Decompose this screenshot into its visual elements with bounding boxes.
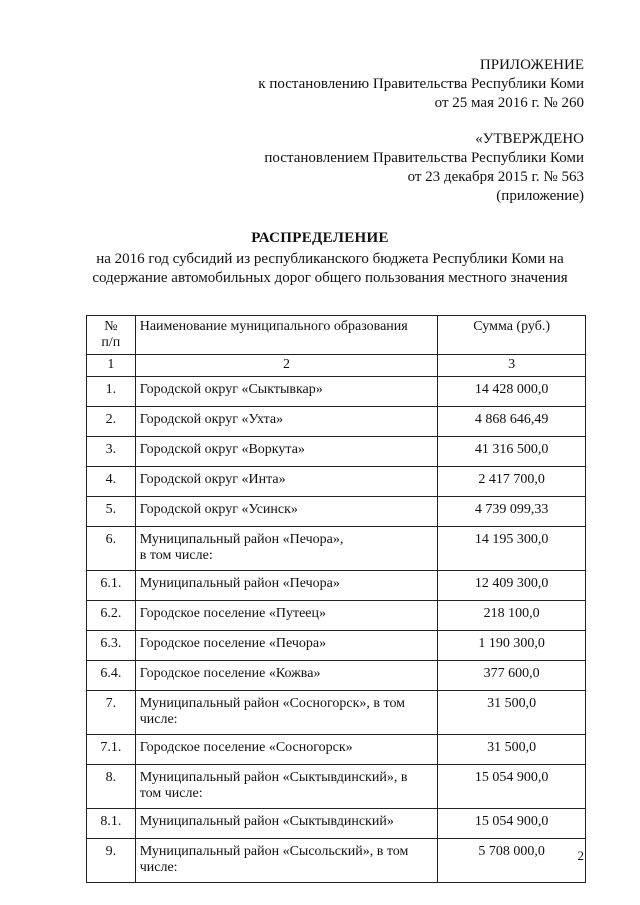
table-row <box>87 497 586 527</box>
row-number: 7. <box>87 691 136 735</box>
header-sum: Сумма (руб.) <box>438 316 586 355</box>
column-number-row <box>87 355 586 377</box>
approved-header <box>264 130 584 206</box>
row-name-line-2: том числе: <box>139 786 203 801</box>
row-sum: 15 054 900,0 <box>438 809 586 839</box>
row-sum: 15 054 900,0 <box>438 765 586 809</box>
row-sum: 2 417 700,0 <box>438 467 586 497</box>
header-number-line-1: № <box>104 319 118 334</box>
row-sum: 377 600,0 <box>438 661 586 691</box>
distribution-table <box>86 315 586 883</box>
row-name-line-1: Муниципальный район «Печора», <box>139 532 344 547</box>
table-row <box>87 377 586 407</box>
table-row <box>87 467 586 497</box>
row-name: Городское поселение «Сосногорск» <box>135 735 438 765</box>
table-row <box>87 437 586 467</box>
table-row <box>87 527 586 571</box>
row-number: 6.4. <box>87 661 136 691</box>
appendix-label: ПРИЛОЖЕНИЕ <box>479 57 584 73</box>
table-header-row <box>87 316 586 355</box>
table-row <box>87 601 586 631</box>
row-name: Городское поселение «Путеец» <box>135 601 438 631</box>
row-name-line-1: Муниципальный район «Сысольский», в том <box>139 844 409 859</box>
row-sum: 1 190 300,0 <box>438 631 586 661</box>
table-row <box>87 661 586 691</box>
row-number: 7.1. <box>87 735 136 765</box>
row-sum: 41 316 500,0 <box>438 437 586 467</box>
subtitle-line-1: на 2016 год субсидий из республиканского бюджета Республики Коми на <box>96 251 564 267</box>
row-sum: 14 195 300,0 <box>438 527 586 571</box>
row-name-line-2: в том числе: <box>139 548 213 563</box>
table-row <box>87 571 586 601</box>
row-number: 4. <box>87 467 136 497</box>
table-row <box>87 765 586 809</box>
row-name-line-2: числе: <box>139 860 178 875</box>
row-name-line-1: Муниципальный район «Сосногорск», в том <box>139 696 406 711</box>
row-number: 6.2. <box>87 601 136 631</box>
row-number: 6.1. <box>87 571 136 601</box>
row-number: 1. <box>87 377 136 407</box>
row-name-line-2: числе: <box>139 712 178 727</box>
row-number: 8.1. <box>87 809 136 839</box>
column-number-2: 2 <box>135 355 438 377</box>
approved-appendix-note: (приложение) <box>496 188 584 204</box>
table-row <box>87 809 586 839</box>
row-name: Городской округ «Сыктывкар» <box>135 377 438 407</box>
row-name <box>135 839 438 883</box>
row-sum: 5 708 000,0 <box>438 839 586 883</box>
column-number-1: 1 <box>87 355 136 377</box>
appendix-resolution-date: от 25 мая 2016 г. № 260 <box>434 95 584 111</box>
row-name: Городское поселение «Кожва» <box>135 661 438 691</box>
row-sum: 31 500,0 <box>438 735 586 765</box>
row-sum: 4 868 646,49 <box>438 407 586 437</box>
appendix-resolution-ref: к постановлению Правительства Республики Коми <box>258 76 584 92</box>
header-number <box>87 316 136 355</box>
appendix-header <box>258 56 584 113</box>
row-sum: 218 100,0 <box>438 601 586 631</box>
row-name <box>135 527 438 571</box>
row-sum: 31 500,0 <box>438 691 586 735</box>
row-number: 6.3. <box>87 631 136 661</box>
row-sum: 4 739 099,33 <box>438 497 586 527</box>
row-name: Городской округ «Воркута» <box>135 437 438 467</box>
row-number: 8. <box>87 765 136 809</box>
table-row <box>87 407 586 437</box>
row-number: 3. <box>87 437 136 467</box>
row-name: Муниципальный район «Сыктывдинский» <box>135 809 438 839</box>
row-name: Городской округ «Усинск» <box>135 497 438 527</box>
row-name <box>135 691 438 735</box>
row-name: Городской округ «Инта» <box>135 467 438 497</box>
row-number: 5. <box>87 497 136 527</box>
row-number: 6. <box>87 527 136 571</box>
column-number-3: 3 <box>438 355 586 377</box>
row-sum: 12 409 300,0 <box>438 571 586 601</box>
row-name: Муниципальный район «Печора» <box>135 571 438 601</box>
approved-resolution-ref: постановлением Правительства Республики Коми <box>264 150 584 166</box>
table-row <box>87 839 586 883</box>
header-number-line-2: п/п <box>101 335 121 350</box>
document-title: РАСПРЕДЕЛЕНИЕ <box>251 230 389 246</box>
row-number: 9. <box>87 839 136 883</box>
table-row <box>87 735 586 765</box>
row-name: Городской округ «Ухта» <box>135 407 438 437</box>
header-name: Наименование муниципального образования <box>135 316 438 355</box>
row-number: 2. <box>87 407 136 437</box>
page-number: 2 <box>577 848 584 863</box>
subtitle-line-2: содержание автомобильных дорог общего пользования местного значения <box>92 270 568 286</box>
row-sum: 14 428 000,0 <box>438 377 586 407</box>
row-name: Городское поселение «Печора» <box>135 631 438 661</box>
approved-resolution-date: от 23 декабря 2015 г. № 563 <box>407 169 584 185</box>
row-name <box>135 765 438 809</box>
row-name-line-1: Муниципальный район «Сыктывдинский», в <box>139 770 408 785</box>
document-subtitle <box>70 250 590 288</box>
table-row <box>87 691 586 735</box>
table-row <box>87 631 586 661</box>
approved-label: «УТВЕРЖДЕНО <box>475 131 584 147</box>
